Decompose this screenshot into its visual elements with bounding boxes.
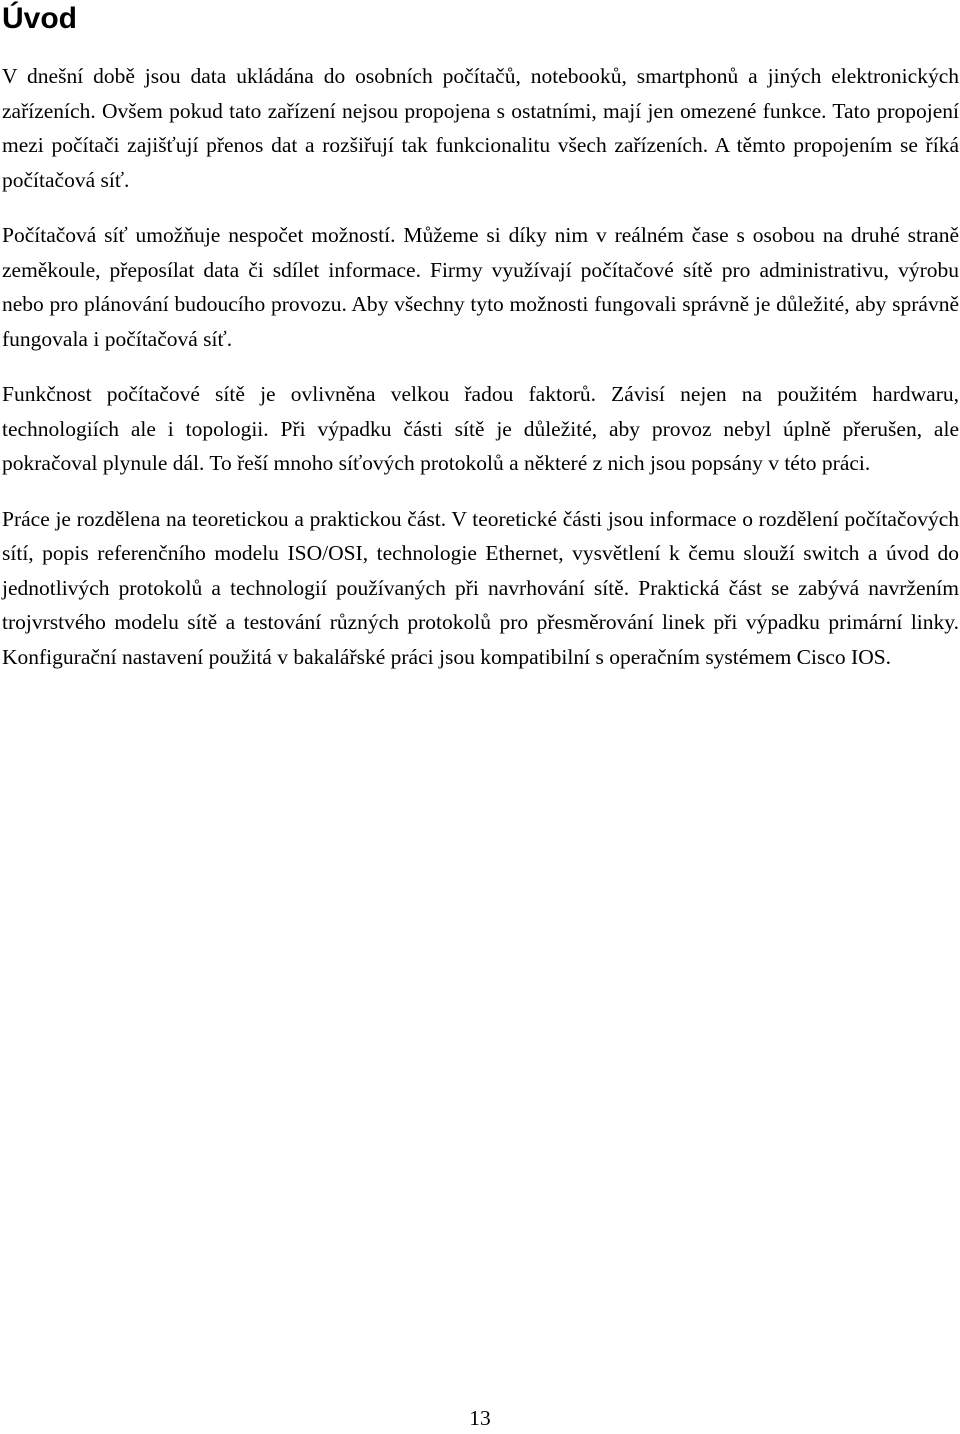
paragraph-1: V dnešní době jsou data ukládána do osobních počítačů, notebooků, smartphonů a jiných elektronických zařízeních. Ovšem pokud tato zařízení nejsou propojena s ostatními, mají jen omezené funkce. Tato propojení mezi počítači zajišťují přenos dat a rozšiřují tak funkcionalitu všech zařízeních. A těmto propojením se říká počítačová síť. [2,64,959,192]
document-body [2,59,959,695]
page-title: Úvod [2,2,77,35]
page-number: 13 [469,1406,491,1430]
paragraph-4: Práce je rozdělena na teoretickou a praktickou část. V teoretické části jsou informace o rozdělení počítačových sítí, popis referenčního modelu ISO/OSI, technologie Ethernet, vysvětlení k čemu slouží switch a úvod do jednotlivých protokolů a technologií používaných při navrhování sítě. Praktická část se zabývá navržením trojvrstvého modelu sítě a testování různých protokolů pro přesměrování linek při výpadku primární linky. Konfigurační nastavení použitá v bakalářské práci jsou kompatibilní s operačním systémem Cisco IOS. [2,506,959,669]
paragraph-2: Počítačová síť umožňuje nespočet možností. Můžeme si díky nim v reálném čase s osobou na druhé straně zeměkoule, přeposílat data či sdílet informace. Firmy využívají počítačové sítě pro administrativu, výrobu nebo pro plánování budoucího provozu. Aby všechny tyto možnosti fungovali správně je důležité, aby správně fungovala i počítačová síť. [2,223,959,351]
paragraph-3: Funkčnost počítačové sítě je ovlivněna velkou řadou faktorů. Závisí nejen na použitém hardwaru, technologiích ale i topologii. Při výpadku části sítě je důležité, aby provoz nebyl úplně přerušen, ale pokračoval plynule dál. To řeší mnoho síťových protokolů a některé z nich jsou popsány v této práci. [2,382,959,475]
